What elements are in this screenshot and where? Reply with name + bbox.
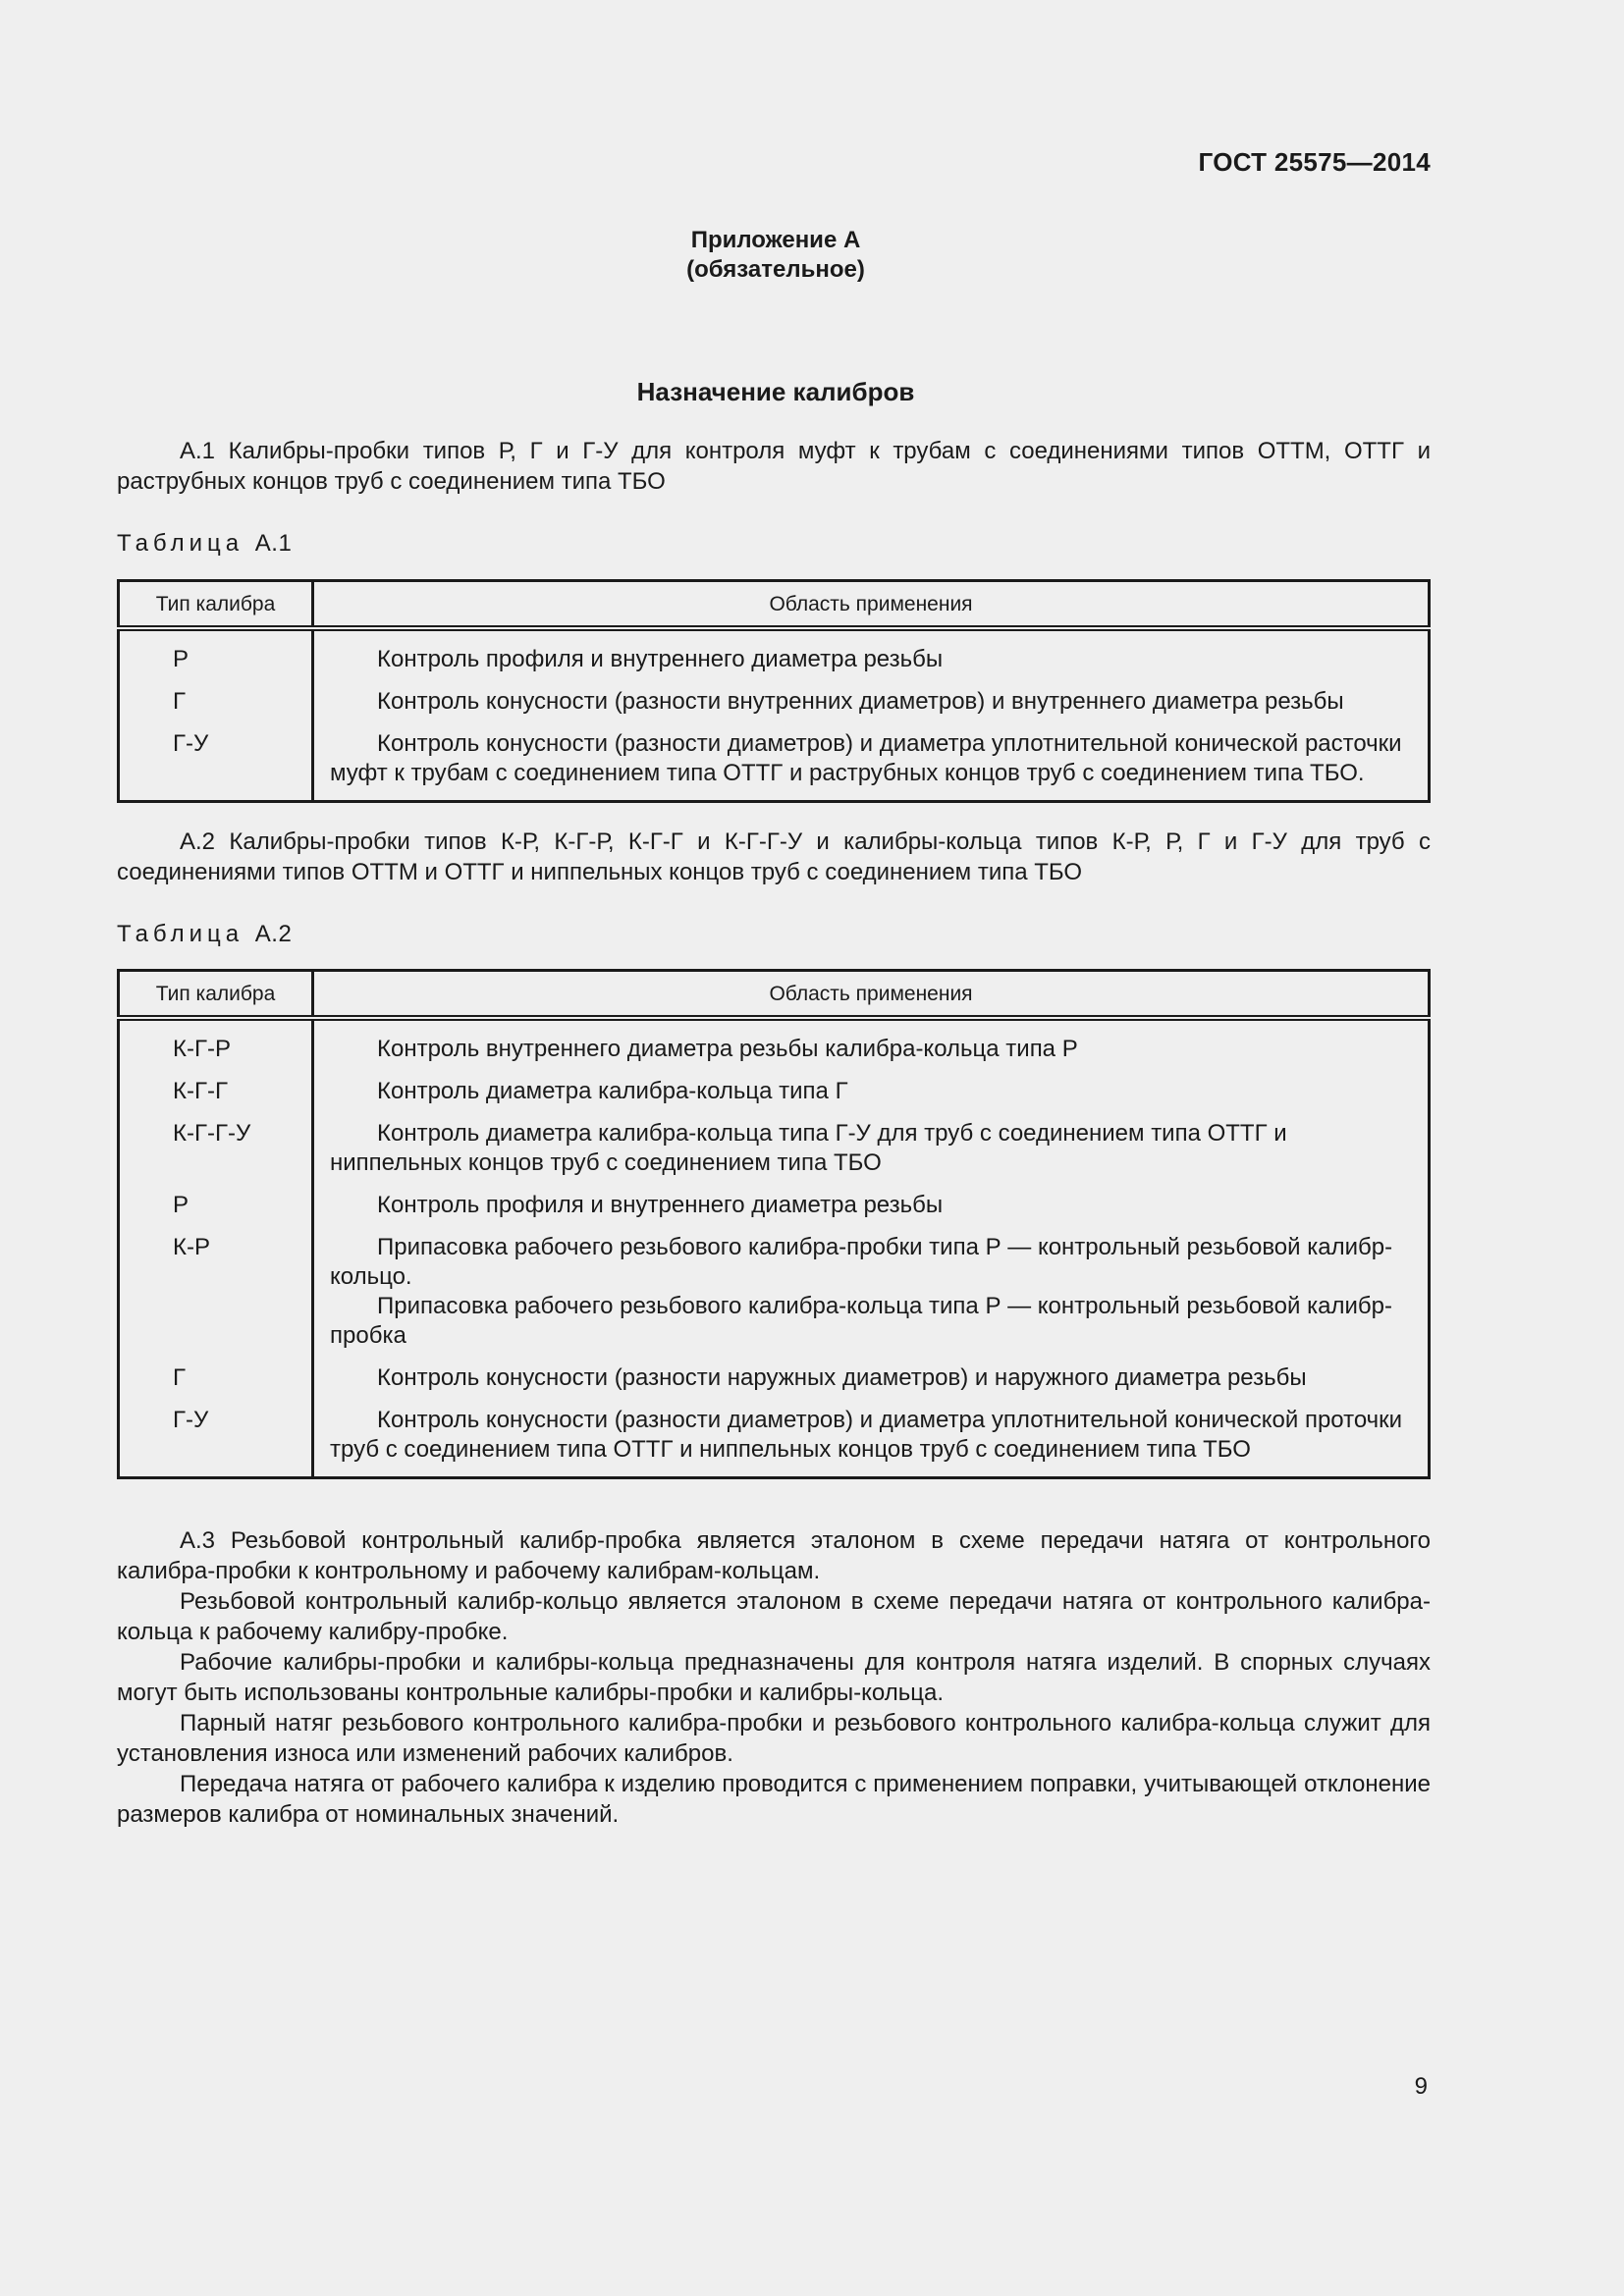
table-row [119, 677, 1430, 720]
paragraph-a3-block [117, 1525, 1431, 1830]
table-a2-caption-word: Таблица [117, 921, 244, 947]
table-row [119, 1223, 1430, 1354]
calibre-type-cell: К-Г-Г [119, 1067, 313, 1109]
table-row [119, 628, 1430, 677]
calibre-type-cell: Г-У [119, 1396, 313, 1478]
calibre-type-cell: К-Г-Г-У [119, 1109, 313, 1181]
paragraph-a3-2: Резьбовой контрольный калибр-кольцо является эталоном в схеме передачи натяга от контрольного калибра-кольца к рабочему калибру-пробке. [117, 1588, 1431, 1645]
column-header-type: Тип калибра [119, 581, 313, 629]
appendix-title: Приложение А [690, 227, 861, 253]
table-row [119, 1181, 1430, 1223]
table-row [119, 1354, 1430, 1396]
paragraph-a1: А.1 Калибры-пробки типов Р, Г и Г-У для контроля муфт к трубам с соединениями типов ОТТМ, ОТТГ и раструбных концов труб с соединением типа ТБО [117, 438, 1431, 495]
calibre-scope-cell: Контроль конусности (разности наружных диаметров) и наружного диаметра резьбы [377, 1364, 1307, 1391]
table-a2-caption [117, 919, 1431, 949]
table-row [119, 1396, 1430, 1478]
section-title: Назначение калибров [636, 377, 915, 406]
calibre-type-cell: Р [119, 1181, 313, 1223]
calibre-scope-cell: Контроль конусности (разности диаметров) и диаметра уплотнительной конической проточки труб с соединением типа ОТТГ и ниппельных концов труб с соединением типа ТБО [330, 1407, 1403, 1463]
calibre-type-cell: К-Г-Р [119, 1018, 313, 1067]
table-a2-wrapper [117, 969, 1431, 1479]
calibre-type-cell: Р [119, 628, 313, 677]
table-a2 [117, 969, 1431, 1479]
table-a1-caption-num: А.1 [254, 530, 293, 557]
appendix-heading [0, 226, 1551, 285]
table-row [119, 1018, 1430, 1067]
table-a1 [117, 579, 1431, 803]
paragraph-a3-4: Парный натяг резьбового контрольного калибра-пробки и резьбового контрольного калибра-кольца служит для установления износа или изменений рабочих калибров. [117, 1710, 1431, 1767]
table-a1-caption [117, 528, 1431, 559]
calibre-scope-cell: Контроль диаметра калибра-кольца типа Г-У для труб с соединением типа ОТТГ и ниппельных концов труб с соединением типа ТБО [330, 1120, 1287, 1176]
calibre-type-cell: Г [119, 677, 313, 720]
page-number: 9 [1414, 2073, 1428, 2100]
appendix-status: (обязательное) [686, 256, 865, 283]
column-header-type: Тип калибра [119, 971, 313, 1019]
table-a1-wrapper [117, 579, 1431, 803]
paragraph-a1-block [117, 436, 1431, 497]
table-header-row [119, 581, 1430, 629]
calibre-scope-cell [313, 1223, 1430, 1354]
column-header-scope: Область применения [313, 581, 1430, 629]
calibre-type-cell: Г [119, 1354, 313, 1396]
paragraph-a3-5: Передача натяга от рабочего калибра к изделию проводится с применением поправки, учитывающей отклонение размеров калибра от номинальных значений. [117, 1771, 1431, 1828]
table-header-row [119, 971, 1430, 1019]
calibre-scope-cell: Контроль профиля и внутреннего диаметра резьбы [377, 1192, 944, 1218]
calibre-scope-cell: Контроль диаметра калибра-кольца типа Г [377, 1078, 848, 1104]
table-row [119, 720, 1430, 802]
table-row [119, 1067, 1430, 1109]
calibre-scope-line: Припасовка рабочего резьбового калибра-пробки типа Р — контрольный резьбовой калибр-кольцо. [330, 1234, 1393, 1290]
calibre-scope-line: Припасовка рабочего резьбового калибра-кольца типа Р — контрольный резьбовой калибр-пробка [330, 1293, 1392, 1349]
standard-number: ГОСТ 25575—2014 [1198, 147, 1431, 177]
calibre-scope-cell: Контроль конусности (разности диаметров) и диаметра уплотнительной конической расточки муфт к трубам с соединением типа ОТТГ и раструбных концов труб с соединением типа ТБО. [330, 730, 1402, 786]
calibre-type-cell: Г-У [119, 720, 313, 802]
table-a1-caption-word: Таблица [117, 530, 244, 557]
paragraph-a2-block [117, 827, 1431, 887]
calibre-scope-cell: Контроль конусности (разности внутренних диаметров) и внутреннего диаметра резьбы [377, 688, 1344, 715]
column-header-scope: Область применения [313, 971, 1430, 1019]
paragraph-a3-3: Рабочие калибры-пробки и калибры-кольца предназначены для контроля натяга изделий. В спорных случаях могут быть использованы контрольные калибры-пробки и калибры-кольца. [117, 1649, 1431, 1706]
calibre-scope-cell: Контроль профиля и внутреннего диаметра резьбы [377, 646, 944, 672]
paragraph-a3-1: А.3 Резьбовой контрольный калибр-пробка является эталоном в схеме передачи натяга от контрольного калибра-пробки к контрольному и рабочему калибрам-кольцам. [117, 1527, 1431, 1584]
calibre-scope-cell: Контроль внутреннего диаметра резьбы калибра-кольца типа Р [377, 1036, 1078, 1062]
table-row [119, 1109, 1430, 1181]
table-a2-caption-num: А.2 [254, 921, 293, 947]
paragraph-a2: А.2 Калибры-пробки типов К-Р, К-Г-Р, К-Г-Г и К-Г-Г-У и калибры-кольца типов К-Р, Р, Г и Г-У для труб с соединениями типов ОТТМ и ОТТГ и ниппельных концов труб с соединением типа ТБО [117, 828, 1431, 885]
calibre-type-cell: К-Р [119, 1223, 313, 1354]
